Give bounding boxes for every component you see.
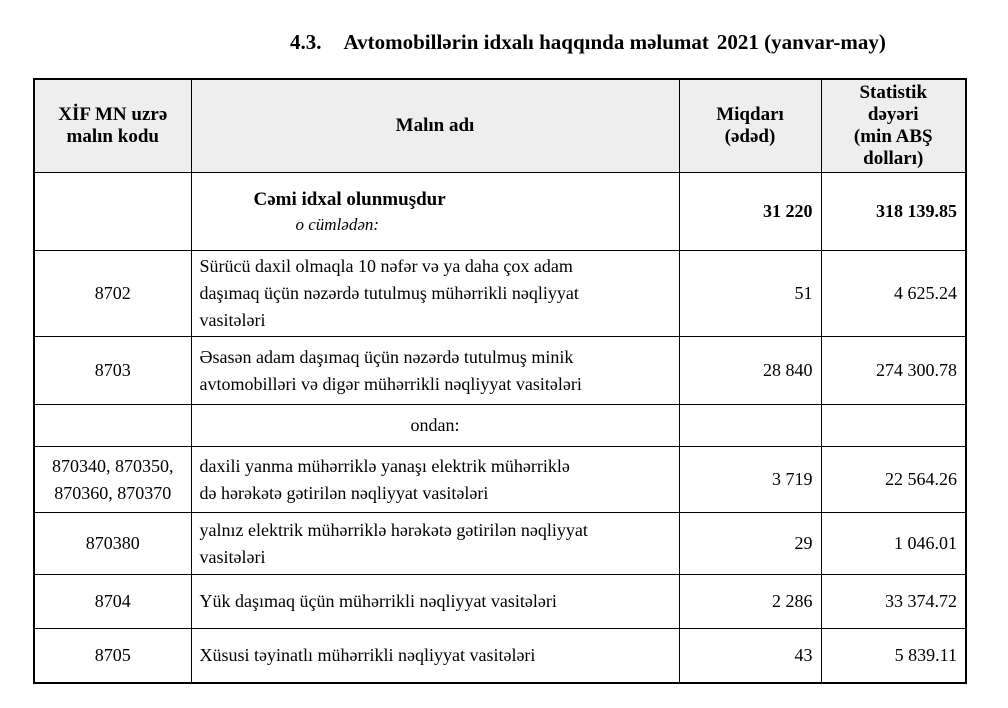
code-cell: 870380 xyxy=(34,513,191,575)
name-line: avtomobilləri və digər mühərrikli nəqliyyat vasitələri xyxy=(199,373,582,394)
name-cell xyxy=(191,447,679,513)
name-cell xyxy=(191,173,679,251)
name-line: vasitələri xyxy=(199,310,266,330)
code-cell: 8702 xyxy=(34,251,191,337)
name-line: daşımaq üçün nəzərdə tutulmuş mühərrikli nəqliyyat xyxy=(199,283,579,303)
table-row-electric xyxy=(34,513,966,575)
code-cell: 870340, 870350, 870360, 870370 xyxy=(34,447,191,513)
code-cell: 8704 xyxy=(34,575,191,629)
value-cell xyxy=(821,405,966,447)
table-row-8702 xyxy=(34,251,966,337)
name-line: Əsasən adam daşımaq üçün nəzərdə tutulmuş minik xyxy=(199,346,574,367)
col-header-value xyxy=(821,79,966,173)
qty-cell: 3 719 xyxy=(679,447,821,513)
title-text: Avtomobillərin idxalı haqqında məlumat xyxy=(343,30,709,54)
table-header-row xyxy=(34,79,966,173)
col-header-value-line: Statistik xyxy=(859,82,928,103)
name-line: də hərəkətə gətirilən nəqliyyat vasitələri xyxy=(199,482,489,503)
col-header-qty-line: Miqdarı xyxy=(716,104,784,125)
value-cell: 33 374.72 xyxy=(821,575,966,629)
qty-cell: 31 220 xyxy=(679,173,821,251)
table-row-8705 xyxy=(34,629,966,683)
name-line: daxili yanma mühərriklə yanaşı elektrik mühərriklə xyxy=(199,455,570,476)
col-header-qty xyxy=(679,79,821,173)
col-header-code-line: XİF MN uzrə xyxy=(58,104,168,125)
col-header-code xyxy=(34,79,191,173)
name-cell: Yük daşımaq üçün mühərrikli nəqliyyat vasitələri xyxy=(191,575,679,629)
value-cell: 274 300.78 xyxy=(821,337,966,405)
total-sublabel: o cümlədən: xyxy=(295,214,380,234)
code-cell xyxy=(34,405,191,447)
value-cell: 1 046.01 xyxy=(821,513,966,575)
qty-cell: 51 xyxy=(679,251,821,337)
name-cell xyxy=(191,251,679,337)
name-line: yalnız elektrik mühərriklə hərəkətə gətirilən nəqliyyat xyxy=(199,519,588,540)
name-cell xyxy=(191,513,679,575)
table-row-total xyxy=(34,173,966,251)
code-cell: 8703 xyxy=(34,337,191,405)
section-number: 4.3. xyxy=(290,30,322,54)
title-period: 2021 (yanvar-may) xyxy=(716,30,886,54)
table-row-8703 xyxy=(34,337,966,405)
total-label: Cəmi idxal olunmuşdur xyxy=(253,188,446,210)
table-row-hybrid xyxy=(34,447,966,513)
value-cell: 22 564.26 xyxy=(821,447,966,513)
value-cell: 4 625.24 xyxy=(821,251,966,337)
name-cell: Xüsusi təyinatlı mühərrikli nəqliyyat vasitələri xyxy=(191,629,679,683)
name-cell: ondan: xyxy=(191,405,679,447)
qty-cell: 2 286 xyxy=(679,575,821,629)
name-line: Sürücü daxil olmaqla 10 nəfər və ya daha çox adam xyxy=(199,256,573,276)
col-header-value-line: dəyəri xyxy=(867,104,919,125)
value-cell: 318 139.85 xyxy=(821,173,966,251)
col-header-value-line: (min ABŞ xyxy=(853,126,933,147)
qty-cell: 28 840 xyxy=(679,337,821,405)
code-cell: 8705 xyxy=(34,629,191,683)
table-row-8704 xyxy=(34,575,966,629)
col-header-qty-line: (ədəd) xyxy=(724,126,776,147)
page-title xyxy=(290,30,886,55)
col-header-name xyxy=(191,79,679,173)
table-row-ondan xyxy=(34,405,966,447)
value-cell: 5 839.11 xyxy=(821,629,966,683)
col-header-value-line: dolları) xyxy=(863,148,924,169)
name-line: vasitələri xyxy=(199,546,266,567)
qty-cell: 43 xyxy=(679,629,821,683)
code-cell xyxy=(34,173,191,251)
name-cell xyxy=(191,337,679,405)
qty-cell xyxy=(679,405,821,447)
col-header-name-line: Malın adı xyxy=(395,115,475,136)
qty-cell: 29 xyxy=(679,513,821,575)
col-header-code-line: malın kodu xyxy=(66,126,159,147)
import-table xyxy=(33,78,967,684)
